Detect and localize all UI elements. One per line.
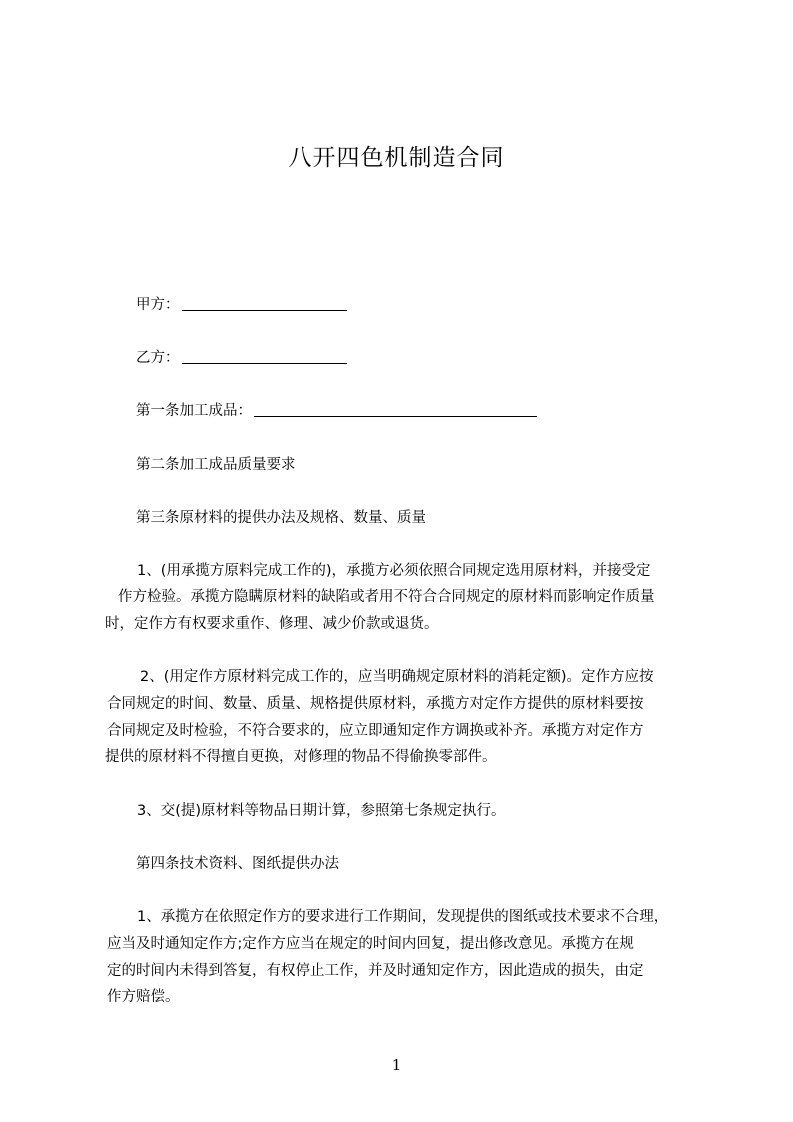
a3-item3: 3、交(提)原材料等物品日期计算，参照第七条规定执行。	[137, 803, 506, 819]
party-a-line	[136, 293, 347, 314]
party-b-blank[interactable]	[182, 349, 347, 364]
a3-item2-line3: 合同规定及时检验，不符合要求的，应立即通知定作方调换或补齐。承揽方对定作方	[107, 723, 644, 739]
page-number: 1	[391, 1056, 402, 1074]
a3-item1-line1: 1、(用承揽方原料完成工作的)，承揽方必须依照合同规定选用原材料，并接受定	[137, 563, 651, 579]
article1-line	[136, 399, 537, 420]
article2-heading: 第二条加工成品质量要求	[136, 457, 296, 473]
article1-label: 第一条加工成品：	[136, 403, 252, 419]
a4-item1-line2: 应当及时通知定作方;定作方应当在规定的时间内回复，提出修改意见。承揽方在规	[107, 936, 634, 952]
party-a-blank[interactable]	[182, 296, 347, 311]
a3-item2-line4: 提供的原材料不得擅自更换，对修理的物品不得偷换零部件。	[105, 749, 497, 765]
a4-item1-line1: 1、承揽方在依照定作方的要求进行工作期间，发现提供的图纸或技术要求不合理，	[137, 909, 669, 925]
a3-item2-line2: 合同规定的时间、数量、质量、规格提供原材料，承揽方对定作方提供的原材料要按	[107, 696, 644, 712]
a4-item1-line3: 定的时间内未得到答复，有权停止工作，并及时通知定作方，因此造成的损失，由定	[107, 963, 644, 979]
article3-heading: 第三条原材料的提供办法及规格、数量、质量	[136, 510, 426, 526]
article4-heading: 第四条技术资料、图纸提供办法	[136, 856, 339, 872]
a3-item2-line1: 2、(用定作方原材料完成工作的，应当明确规定原材料的消耗定额)。定作方应按	[140, 669, 654, 685]
a4-item1-line4: 作方赔偿。	[107, 989, 180, 1005]
a3-item1-line2: 作方检验。承揽方隐瞒原材料的缺陷或者用不符合合同规定的原材料而影响定作质量	[118, 589, 655, 605]
party-b-line	[136, 346, 347, 367]
a3-item1-line3: 时，定作方有权要求重作、修理、减少价款或退货。	[105, 616, 439, 632]
article1-blank[interactable]	[254, 402, 537, 417]
party-b-label: 乙方：	[136, 350, 180, 366]
document-title: 八开四色机制造合同	[288, 145, 505, 171]
party-a-label: 甲方：	[136, 297, 180, 313]
